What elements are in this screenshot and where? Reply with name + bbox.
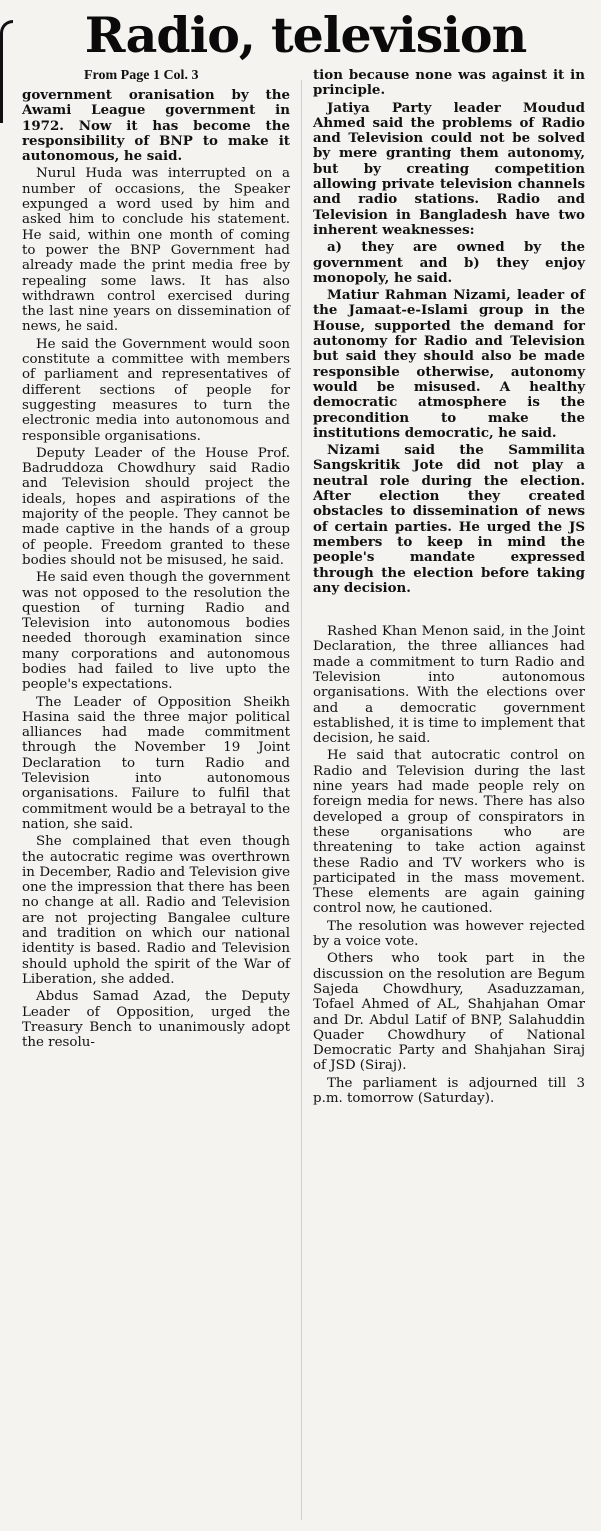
paragraph: Deputy Leader of the House Prof. Badruddoza Chowdhury said Radio and Television should project the ideals, hopes and aspirations of the majority of the people. They cannot be made captive in the hands of a group of people. Freedom granted to these bodies should not be misused, he said.	[22, 445, 290, 568]
paragraph: Nizami said the Sammilita Sangskritik Jote did not play a neutral role during the election. After election they created obstacles to dissemination of news of certain parties. He urged the JS members to keep in mind the people's mandate expressed through the election before taking any decision.	[313, 442, 585, 596]
section-gap	[313, 598, 585, 624]
right-column-upper	[313, 68, 585, 596]
right-column-lower	[313, 624, 585, 1106]
left-column	[22, 68, 290, 1052]
paragraph: a) they are owned by the government and b) they enjoy monopoly, he said.	[313, 239, 585, 286]
page-edge-bracket	[0, 20, 13, 123]
paragraph: Matiur Rahman Nizami, leader of the Jamaat-e-Islami group in the House, supported the demand for autonomy for Radio and Television but said they should also be made responsible otherwise, autonomy would be misused. A healthy democratic atmosphere is the precondition to make the institutions democratic, he said.	[313, 287, 585, 441]
paragraph: He said the Government would soon constitute a committee with members of parliament and representatives of different sections of people for suggesting measures to turn the electronic media into autonomous and responsible organisations.	[22, 336, 290, 444]
paragraph: Nurul Huda was interrupted on a number of occasions, the Speaker expunged a word used by him and asked him to conclude his statement. He said, within one month of coming to power the BNP Government had already made the print media free by repealing some laws. It has also withdrawn control exercised during the last nine years on dissemination of news, he said.	[22, 166, 290, 335]
paragraph: The parliament is adjourned till 3 p.m. tomorrow (Saturday).	[313, 1075, 585, 1106]
continuation-line: From Page 1 Col. 3	[84, 68, 199, 83]
paragraph: Others who took part in the discussion on the resolution are Begum Sajeda Chowdhury, Asaduzzaman, Tofael Ahmed of AL, Shahjahan Omar and Dr. Abdul Latif of BNP, Salahuddin Quader Chowdhury of National Democratic Party and Shahjahan Siraj of JSD (Siraj).	[313, 951, 585, 1074]
paragraph: Jatiya Party leader Moudud Ahmed said the problems of Radio and Television could not be solved by mere granting them autonomy, but by creating competition allowing private television channels and radio stations. Radio and Television in Bangladesh have two inherent weaknesses:	[313, 99, 585, 238]
column-divider	[301, 80, 302, 1520]
paragraph: The Leader of Opposition Sheikh Hasina said the three major political alliances had made commitment through the November 19 Joint Declaration to turn Radio and Television into autonomous organisations. Failure to fulfil that commitment would be a betrayal to the nation, she said.	[22, 694, 290, 832]
paragraph: He said that autocratic control on Radio and Television during the last nine years had made people rely on foreign media for news. There has also developed a group of conspirators in these organisations who are threatening to take action against these Radio and TV workers who is participated in the mass movement. These elements are again gaining control now, he cautioned.	[313, 748, 585, 917]
paragraph: Rashed Khan Menon said, in the Joint Declaration, the three alliances had made a commitment to turn Radio and Television into autonomous organisations. With the elections over and a democratic government established, it is time to implement that decision, he said.	[313, 624, 585, 747]
paragraph: tion because none was against it in principle.	[313, 67, 585, 99]
right-column	[313, 68, 585, 1108]
paragraph: She complained that even though the autocratic regime was overthrown in December, Radio and Television give one the impression that there has been no change at all. Radio and Television are not projecting Bangalee culture and tradition on which our national identity is based. Radio and Television should uphold the spirit of the War of Liberation, she added.	[22, 834, 290, 987]
paragraph: government oranisation by the Awami League government in 1972. Now it has become the responsibility of BNP to make it autonomous, he said.	[22, 87, 290, 165]
paragraph: He said even though the government was not opposed to the resolution the question of turning Radio and Television into autonomous bodies needed thorough examination since many corporations and autonomous bodies had failed to live upto the people's expectations.	[22, 570, 290, 693]
paragraph: Abdus Samad Azad, the Deputy Leader of Opposition, urged the Treasury Bench to unanimously adopt the resolu-	[22, 989, 290, 1051]
headline: Radio, television	[84, 6, 527, 64]
paragraph: The resolution was however rejected by a voice vote.	[313, 918, 585, 950]
